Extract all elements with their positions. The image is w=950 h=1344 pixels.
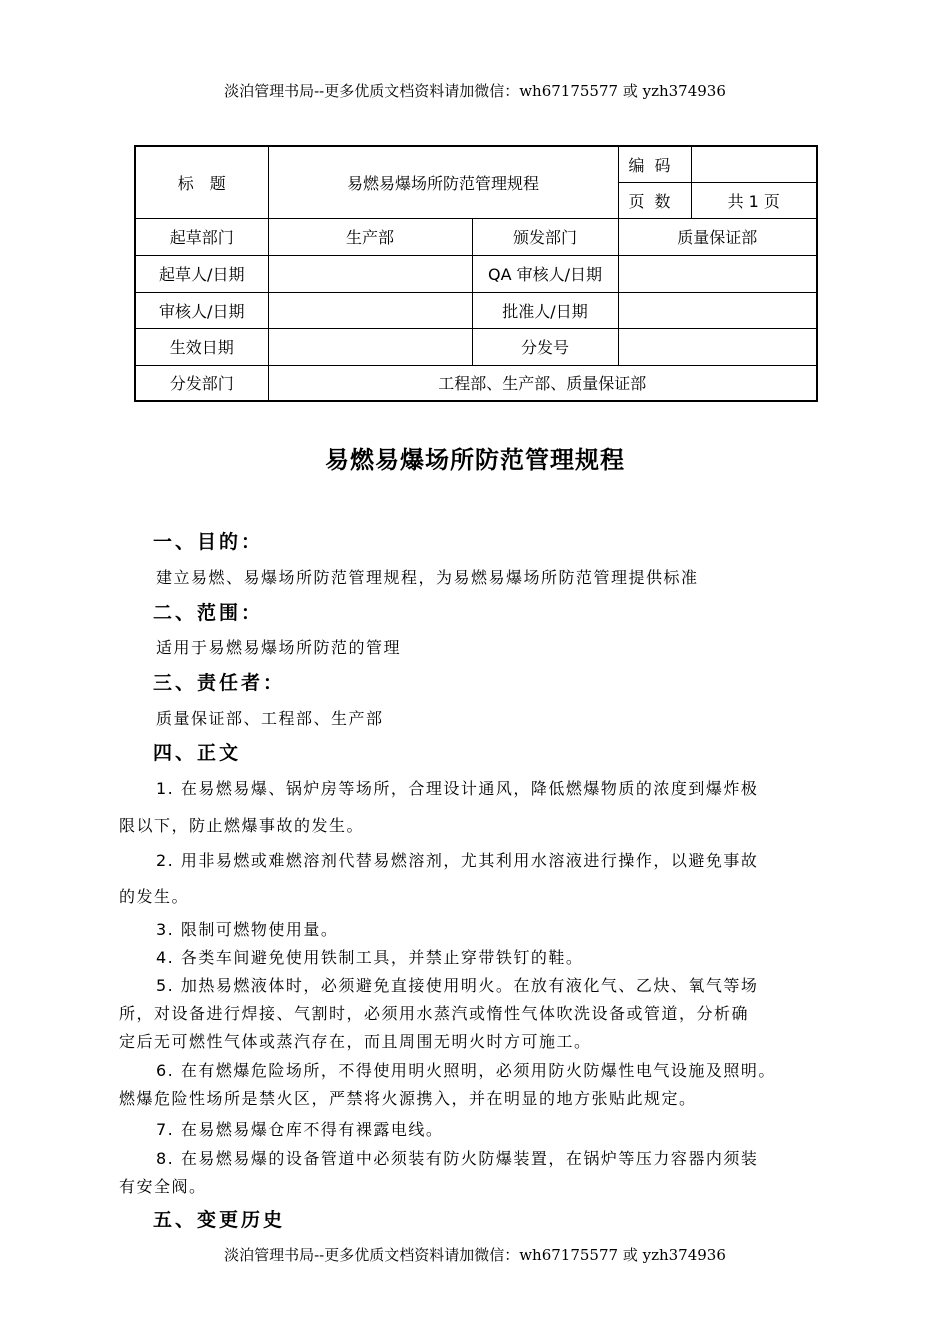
body-line: 8. 在易燃易爆的设备管道中必须装有防火防爆装置，在锅炉等压力容器内须装: [156, 1149, 759, 1168]
page-header: 淡泊管理书局--更多优质文档资料请加微信：wh67175577 或 yzh374936: [224, 82, 726, 100]
code-value: [691, 146, 817, 182]
document-title: 易燃易爆场所防范管理规程: [325, 446, 625, 474]
body-line: 6. 在有燃爆危险场所，不得使用明火照明，必须用防火防爆性电气设施及照明。: [156, 1061, 776, 1080]
dist-no-label: 分发号: [472, 328, 618, 365]
body-heading: 四、正文: [153, 742, 242, 764]
code-label: 编码: [618, 146, 691, 182]
effective-date-label: 生效日期: [135, 328, 268, 365]
body-line: 燃爆危险性场所是禁火区，严禁将火源携入，并在明显的地方张贴此规定。: [119, 1089, 697, 1108]
history-heading: 五、变更历史: [153, 1209, 286, 1231]
purpose-text: 建立易燃、易爆场所防范管理规程，为易燃易爆场所防范管理提供标准: [156, 568, 699, 587]
title-label: 标 题: [135, 146, 268, 218]
issue-dept-label: 颁发部门: [472, 218, 618, 255]
document-control-table: [134, 145, 818, 402]
approver-label: 批准人/日期: [472, 292, 618, 328]
pages-label: 页数: [618, 182, 691, 218]
body-line: 5. 加热易燃液体时，必须避免直接使用明火。在放有液化气、乙炔、氧气等场: [156, 976, 759, 995]
draft-dept-label: 起草部门: [135, 218, 268, 255]
dist-no-value: [618, 328, 817, 365]
body-line: 7. 在易燃易爆仓库不得有裸露电线。: [156, 1120, 444, 1139]
title-value: 易燃易爆场所防范管理规程: [268, 146, 618, 218]
body-line: 所，对设备进行焊接、气割时，必须用水蒸汽或惰性气体吹洗设备或管道，分析确: [119, 1004, 750, 1023]
pages-value: 共 1 页: [691, 182, 817, 218]
body-line: 定后无可燃性气体或蒸汽存在，而且周围无明火时方可施工。: [119, 1032, 592, 1051]
body-line: 1. 在易燃易爆、锅炉房等场所，合理设计通风，降低燃爆物质的浓度到爆炸极: [156, 779, 759, 798]
draft-dept-value: 生产部: [268, 218, 472, 255]
drafter-label: 起草人/日期: [135, 255, 268, 292]
page-footer: 淡泊管理书局--更多优质文档资料请加微信：wh67175577 或 yzh374936: [224, 1246, 726, 1264]
effective-date-value: [268, 328, 472, 365]
responsible-text: 质量保证部、工程部、生产部: [156, 709, 384, 728]
body-line: 有安全阀。: [119, 1177, 207, 1196]
body-line: 2. 用非易燃或难燃溶剂代替易燃溶剂，尤其利用水溶液进行操作，以避免事故: [156, 851, 759, 870]
reviewer-value: [268, 292, 472, 328]
dist-dept-label: 分发部门: [135, 365, 268, 401]
drafter-value: [268, 255, 472, 292]
purpose-heading: 一、目的：: [153, 531, 264, 553]
approver-value: [618, 292, 817, 328]
dist-dept-value: 工程部、生产部、质量保证部: [268, 365, 817, 401]
reviewer-label: 审核人/日期: [135, 292, 268, 328]
responsible-heading: 三、责任者：: [153, 672, 286, 694]
scope-heading: 二、范围：: [153, 602, 264, 624]
issue-dept-value: 质量保证部: [618, 218, 817, 255]
qa-reviewer-value: [618, 255, 817, 292]
body-line: 的发生。: [119, 887, 190, 906]
qa-reviewer-label: QA 审核人/日期: [472, 255, 618, 292]
body-line: 3. 限制可燃物使用量。: [156, 920, 339, 939]
body-line: 4. 各类车间避免使用铁制工具，并禁止穿带铁钉的鞋。: [156, 948, 584, 967]
body-line: 限以下，防止燃爆事故的发生。: [119, 816, 365, 835]
scope-text: 适用于易燃易爆场所防范的管理: [156, 638, 402, 657]
